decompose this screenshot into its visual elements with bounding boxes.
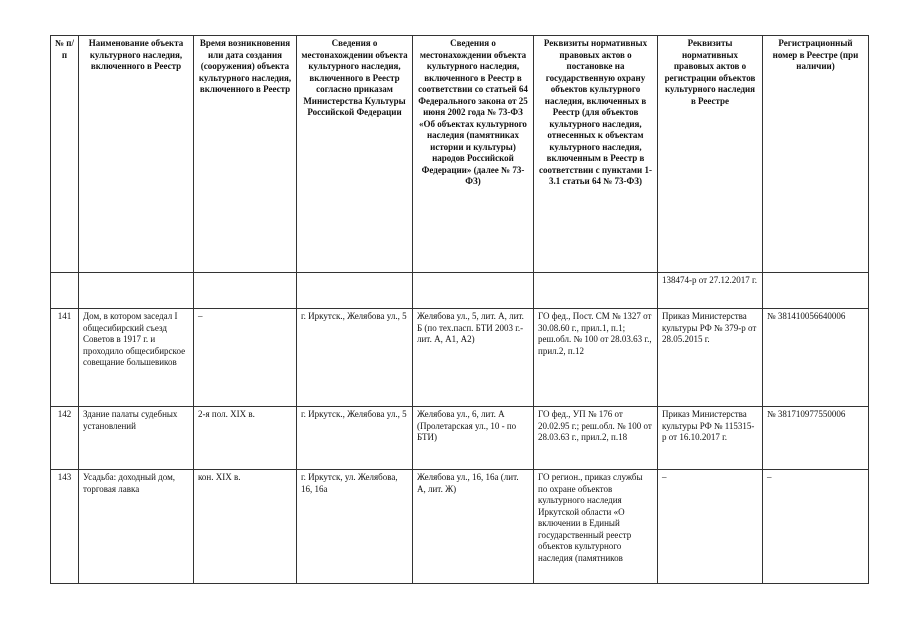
table-row [51, 407, 869, 470]
table-cell: Усадьба: доходный дом, торговая лавка [79, 470, 194, 584]
table-cell: Здание палаты судебных установлений [79, 407, 194, 470]
table-cell: – [194, 309, 297, 407]
table-row [51, 470, 869, 584]
table-cell: Желябова ул., 16, 16а (лит. А, лит. Ж) [413, 470, 534, 584]
header-cell-registry-number: Регистрационный номер в Реестре (при наличии) [763, 36, 869, 273]
header-cell-number: № п/п [51, 36, 79, 273]
table-cell [194, 273, 297, 309]
table-cell: г. Иркутск., Желябова ул., 5 [297, 407, 413, 470]
table-cell: Желябова ул., 6, лит. А (Пролетарская ул., 10 - по БТИ) [413, 407, 534, 470]
table-cell: кон. XIX в. [194, 470, 297, 584]
table-cell: № 381410056640006 [763, 309, 869, 407]
registry-table [50, 35, 869, 584]
table-cell: Дом, в котором заседал I общесибирский съезд Советов в 1917 г. и проходило общесибирское совещание большевиков [79, 309, 194, 407]
table-cell: 138474-р от 27.12.2017 г. [658, 273, 763, 309]
table-cell: 143 [51, 470, 79, 584]
header-cell-protection-acts: Реквизиты нормативных правовых актов о постановке на государственную охрану объектов культурного наследия, включенных в Реестр (для объектов культурного наследия, отнесенных к объектам культурного наследия, включенным в Реестр в соответствии с пунктами 1-3.1 статьи 64 № 73-ФЗ) [534, 36, 658, 273]
header-cell-name: Наименование объекта культурного наследия, включенного в Реестр [79, 36, 194, 273]
table-cell: 141 [51, 309, 79, 407]
table-cell [79, 273, 194, 309]
table-cell: – [658, 470, 763, 584]
header-cell-date: Время возникновения или дата создания (сооружения) объекта культурного наследия, включенного в Реестр [194, 36, 297, 273]
header-cell-location-law: Сведения о местонахождении объекта культурного наследия, включенного в Реестр в соответствии со статьей 64 Федерального закона от 25 июня 2002 года № 73-ФЗ «Об объектах культурного наследия (памятниках истории и культуры) народов Российской Федерации» (далее № 73-ФЗ) [413, 36, 534, 273]
header-cell-location-ministry: Сведения о местонахождении объекта культурного наследия, включенного в Реестр согласно приказам Министерства Культуры Российской Федерации [297, 36, 413, 273]
header-cell-registration-acts: Реквизиты нормативных правовых актов о регистрации объектов культурного наследия в Реестре [658, 36, 763, 273]
table-cell: Желябова ул., 5, лит. А, лит. Б (по тех.пасп. БТИ 2003 г.-лит. А, А1, А2) [413, 309, 534, 407]
table-cell [413, 273, 534, 309]
table-row [51, 273, 869, 309]
table-cell: 2-я пол. XIX в. [194, 407, 297, 470]
table-cell: – [763, 470, 869, 584]
table-cell: № 381710977550006 [763, 407, 869, 470]
table-cell [51, 273, 79, 309]
table-cell: ГО фед., УП № 176 от 20.02.95 г.; реш.обл. № 100 от 28.03.63 г., прил.2, п.18 [534, 407, 658, 470]
table-cell [763, 273, 869, 309]
table-cell: 142 [51, 407, 79, 470]
table-row [51, 309, 869, 407]
table-cell: ГО фед., Пост. СМ № 1327 от 30.08.60 г., прил.1, п.1; реш.обл. № 100 от 28.03.63 г., прил.2, п.12 [534, 309, 658, 407]
table-cell: Приказ Министерства культуры РФ № 115315-р от 16.10.2017 г. [658, 407, 763, 470]
table-cell [297, 273, 413, 309]
table-cell: Приказ Министерства культуры РФ № 379-р от 28.05.2015 г. [658, 309, 763, 407]
table-cell: г. Иркутск, ул. Желябова, 16, 16а [297, 470, 413, 584]
table-cell: г. Иркутск., Желябова ул., 5 [297, 309, 413, 407]
header-row [51, 36, 869, 273]
table-cell: ГО регион., приказ службы по охране объектов культурного наследия Иркутской области «О включении в Единый государственный реестр объектов культурного наследия (памятников [534, 470, 658, 584]
table-cell [534, 273, 658, 309]
